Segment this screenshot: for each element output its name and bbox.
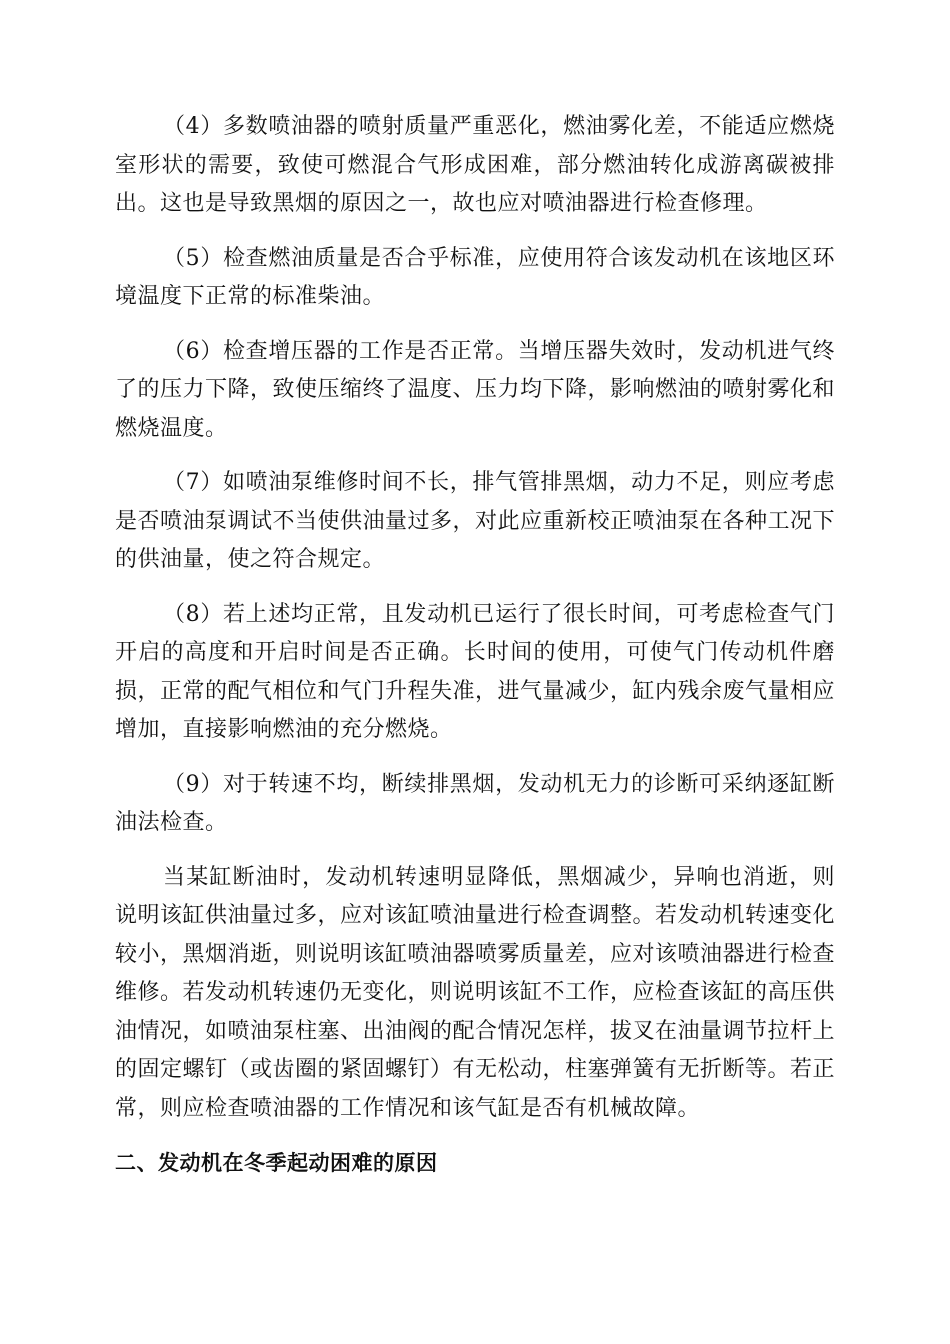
- paragraph-9-cylinder-cutoff: （9）对于转速不均，断续排黑烟，发动机无力的诊断可采纳逐缸断油法检查。: [115, 771, 835, 835]
- paragraph-8-valve-timing: （8）若上述均正常，且发动机已运行了很长时间，可考虑检查气门开启的高度和开启时间是否正确。长时间的使用，可使气门传动机件磨损，正常的配气相位和气门升程失准，进气量减少，缸内残余废气量相应增加，直接影响燃油的充分燃烧。: [115, 601, 836, 742]
- paragraph-5-fuel-quality: （5）检查燃油质量是否合乎标准，应使用符合该发动机在该地区环境温度下正常的标准柴油。: [115, 245, 835, 309]
- paragraph-4-injector-quality: （4）多数喷油器的喷射质量严重恶化，燃油雾化差，不能适应燃烧室形状的需要，致使可燃混合气形成困难，部分燃油转化成游离碳被排出。这也是导致黑烟的原因之一，故也应对喷油器进行检查修理。: [115, 114, 835, 216]
- section-heading: 二、发动机在冬季起动困难的原因: [115, 1151, 438, 1175]
- paragraph-cylinder-diagnosis: 当某缸断油时，发动机转速明显降低，黑烟减少，异响也消逝，则说明该缸供油量过多，应对该缸喷油量进行检查调整。若发动机转速变化较小，黑烟消逝，则说明该缸喷油器喷雾质量差，应对该喷油器进行检查维修。若发动机转速仍无变化，则说明该缸不工作，应检查该缸的高压供油情况，如喷油泵柱塞、出油阀的配合情况怎样，拔叉在油量调节拉杆上的固定螺钉（或齿圈的紧固螺钉）有无松动，柱塞弹簧有无折断等。若正常，则应检查喷油器的工作情况和该气缸是否有机械故障。: [115, 864, 836, 1121]
- document-body: [115, 108, 835, 1183]
- paragraph-7-injection-pump: （7）如喷油泵维修时间不长，排气管排黑烟，动力不足，则应考虑是否喷油泵调试不当使供油量过多，对此应重新校正喷油泵在各种工况下的供油量，使之符合规定。: [115, 470, 836, 572]
- paragraph-6-turbocharger: （6）检查增压器的工作是否正常。当增压器失效时，发动机进气终了的压力下降，致使压缩终了温度、压力均下降，影响燃油的喷射雾化和燃烧温度。: [115, 338, 836, 441]
